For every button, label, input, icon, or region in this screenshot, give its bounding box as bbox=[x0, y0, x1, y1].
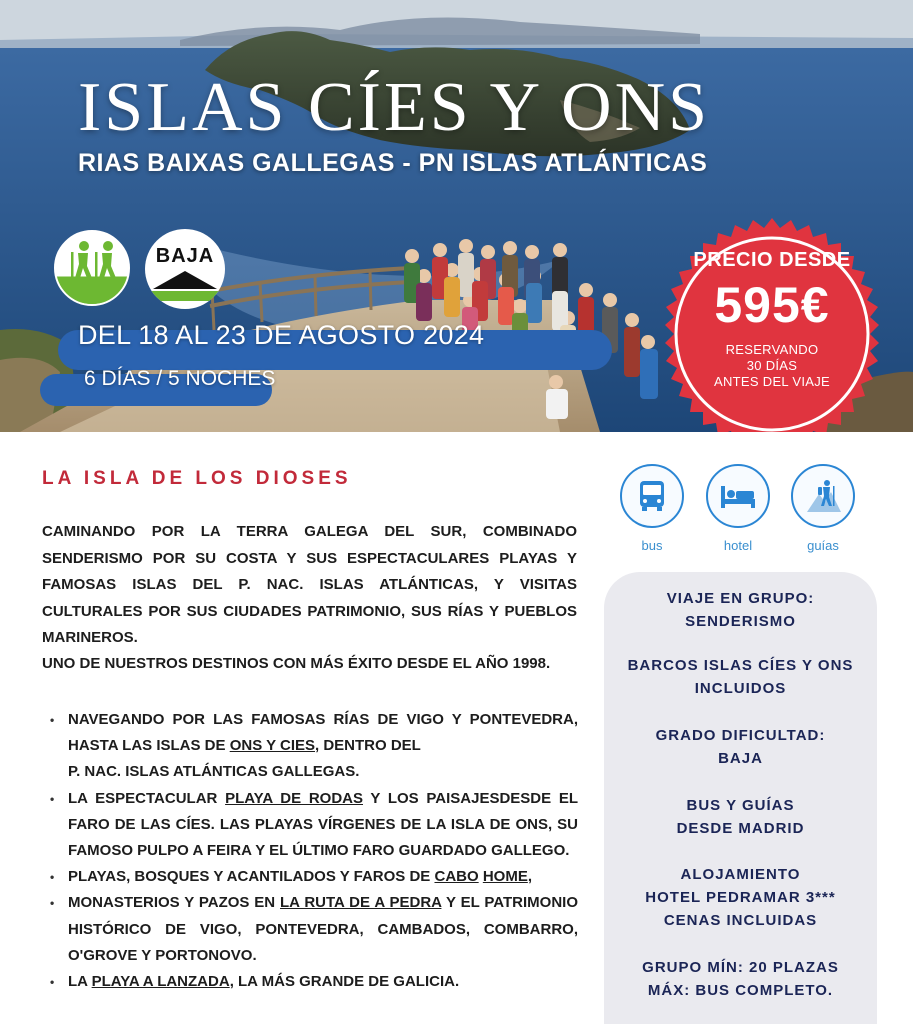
hero-banner bbox=[0, 0, 913, 432]
price-value: 595€ bbox=[714, 277, 830, 333]
price-label: PRECIO DESDE bbox=[693, 249, 851, 271]
highlights-list bbox=[50, 707, 578, 995]
link-playa-lanzada[interactable]: PLAYA A LANZADA bbox=[91, 973, 230, 991]
info-boats: BARCOS ISLAS CÍES Y ONS INCLUIDOS bbox=[627, 657, 854, 697]
service-guides bbox=[790, 464, 856, 553]
link-playa-rodas[interactable]: PLAYA DE RODAS bbox=[225, 789, 363, 807]
trip-title: ISLAS CÍES Y ONS bbox=[78, 69, 711, 146]
link-ons-cies[interactable]: ONS Y CIES bbox=[229, 737, 315, 755]
link-cabo[interactable]: CABO bbox=[434, 868, 479, 886]
list-item: • LA PLAYA A LANZADA, LA MÁS GRANDE DE GALICIA. bbox=[50, 969, 578, 995]
list-item: • NAVEGANDO POR LAS FAMOSAS RÍAS DE VIGO Y PONTEVEDRA, HASTA LAS ISLAS DE ONS Y CIES, DENTRO DEL P. NAC. ISLAS ATLÁNTICAS GALLEGAS. bbox=[50, 707, 578, 786]
section-title: LA ISLA DE LOS DIOSES bbox=[42, 468, 352, 489]
trip-info-panel bbox=[604, 572, 877, 1024]
list-item: • PLAYAS, BOSQUES Y ACANTILADOS Y FAROS DE CABO HOME, bbox=[50, 864, 578, 890]
link-ruta-pedra[interactable]: LA RUTA DE A PEDRA bbox=[280, 894, 442, 912]
service-label: guías bbox=[807, 538, 839, 553]
trip-subtitle: RIAS BAIXAS GALLEGAS - PN ISLAS ATLÁNTICAS bbox=[78, 149, 708, 177]
info-difficulty: GRADO DIFICULTAD: BAJA bbox=[655, 727, 826, 767]
info-transport: BUS Y GUÍAS DESDE MADRID bbox=[676, 797, 805, 837]
service-hotel bbox=[705, 464, 771, 553]
info-accommodation: ALOJAMIENTO HOTEL PEDRAMAR 3*** CENAS INCLUIDAS bbox=[645, 866, 836, 929]
info-group-trip: VIAJE EN GRUPO: SENDERISMO bbox=[666, 590, 815, 630]
list-item: • MONASTERIOS Y PAZOS EN LA RUTA DE A PEDRA Y EL PATRIMONIO HISTÓRICO DE VIGO, PONTEVEDRA, CAMBADOS, COMBARRO, O'GROVE Y PORTONOVO. bbox=[50, 890, 578, 969]
bed-icon bbox=[718, 478, 758, 514]
service-label: bus bbox=[641, 538, 663, 553]
mountain-icon bbox=[145, 229, 225, 309]
bus-icon bbox=[634, 478, 670, 514]
intro-paragraph: CAMINANDO POR LA TERRA GALEGA DEL SUR, COMBINADO SENDERISMO POR SU COSTA Y SUS ESPECTACULARES PLAYAS Y FAMOSAS ISLAS DEL P. NAC. ISLAS ATLÁNTICAS, Y VISITAS CULTURALES POR SUS CIUDADES PATRIMONIO, SUS RÍAS Y PUEBLOS MARINEROS. bbox=[42, 523, 577, 647]
difficulty-badge-label: BAJA bbox=[155, 245, 215, 267]
intro-highlight: UNO DE NUESTROS DESTINOS CON MÁS ÉXITO DESDE EL AÑO 1998. bbox=[42, 655, 551, 672]
link-home[interactable]: HOME bbox=[482, 868, 528, 886]
service-label: hotel bbox=[723, 538, 753, 553]
difficulty-badge bbox=[145, 229, 225, 309]
list-item: • LA ESPECTACULAR PLAYA DE RODAS Y LOS PAISAJESDESDE EL FARO DE LAS CÍES. LAS PLAYAS VÍRGENES DE LA ISLA DE ONS, SU FAMOSO PULPO A FEIRA Y EL ÚLTIMO FARO GUARDADO GALLEGO. bbox=[50, 786, 578, 865]
service-bus bbox=[619, 464, 685, 553]
hiker-icon bbox=[803, 476, 843, 516]
hiking-activity-badge bbox=[54, 230, 130, 306]
price-note: RESERVANDO 30 DÍAS ANTES DEL VIAJE bbox=[714, 342, 830, 389]
trip-dates: DEL 18 AL 23 DE AGOSTO 2024 bbox=[78, 320, 485, 350]
info-group-size: GRUPO MÍN: 20 PLAZAS MÁX: BUS COMPLETO. bbox=[642, 959, 839, 999]
trip-duration: 6 DÍAS / 5 NOCHES bbox=[84, 367, 276, 390]
